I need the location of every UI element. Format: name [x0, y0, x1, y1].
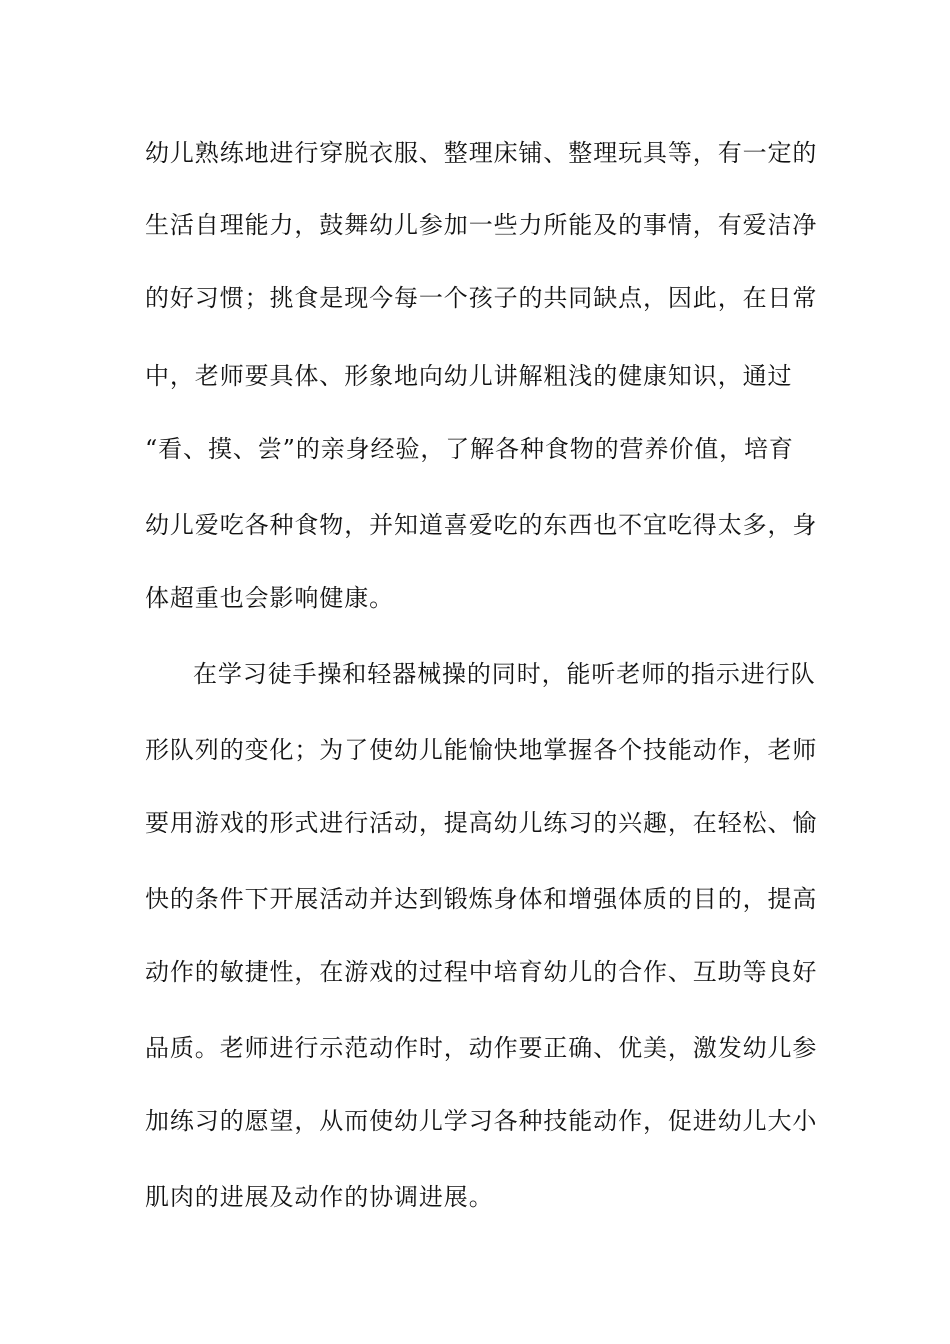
- paragraph-1-line-5: “看、摸、尝”的亲身经验，了解各种食物的营养价值，培育: [145, 435, 794, 463]
- paragraph-1-line-1: 幼儿熟练地进行穿脱衣服、整理床铺、整理玩具等，有一定的: [145, 139, 818, 167]
- paragraph-2-line-8: 肌肉的进展及动作的协调进展。: [145, 1183, 494, 1211]
- paragraph-2-line-1: 在学习徒手操和轻器械操的同时，能听老师的指示进行队: [193, 660, 816, 688]
- paragraph-2-line-3: 要用游戏的形式进行活动，提高幼儿练习的兴趣，在轻松、愉: [145, 809, 818, 837]
- paragraph-2-line-2: 形队列的变化；为了使幼儿能愉快地掌握各个技能动作，老师: [145, 736, 818, 764]
- paragraph-1-line-4: 中，老师要具体、形象地向幼儿讲解粗浅的健康知识，通过: [145, 362, 793, 390]
- paragraph-1-line-3: 的好习惯；挑食是现今每一个孩子的共同缺点，因此，在日常: [145, 284, 818, 312]
- paragraph-1-line-2: 生活自理能力，鼓舞幼儿参加一些力所能及的事情，有爱洁净: [145, 211, 818, 239]
- paragraph-1-line-6: 幼儿爱吃各种食物，并知道喜爱吃的东西也不宜吃得太多，身: [145, 511, 818, 539]
- paragraph-2-line-6: 品质。老师进行示范动作时，动作要正确、优美，激发幼儿参: [145, 1034, 818, 1062]
- paragraph-2-line-7: 加练习的愿望，从而使幼儿学习各种技能动作，促进幼儿大小: [145, 1107, 818, 1135]
- paragraph-2-line-4: 快的条件下开展活动并达到锻炼身体和增强体质的目的，提高: [145, 885, 818, 913]
- paragraph-1-line-7: 体超重也会影响健康。: [145, 584, 394, 612]
- paragraph-2-line-5: 动作的敏捷性，在游戏的过程中培育幼儿的合作、互助等良好: [145, 958, 818, 986]
